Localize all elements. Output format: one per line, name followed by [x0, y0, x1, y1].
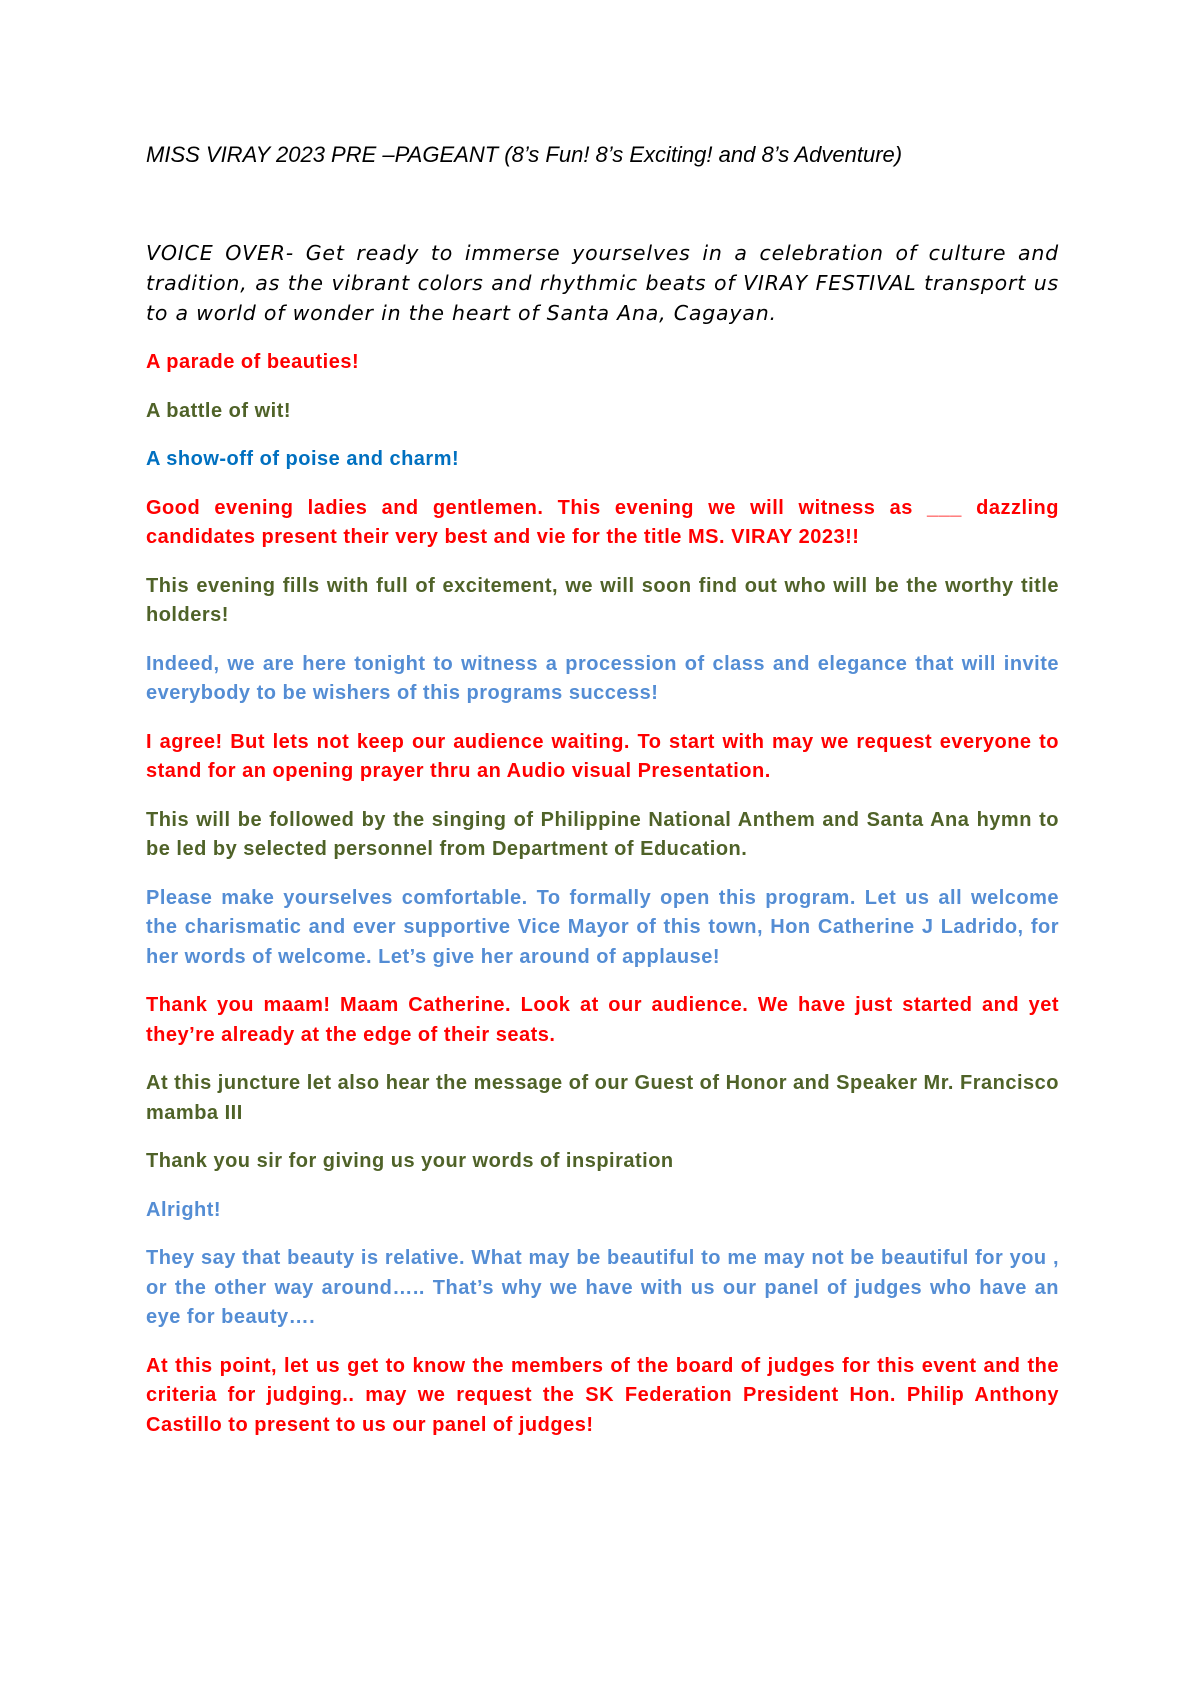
document-title: MISS VIRAY 2023 PRE –PAGEANT (8’s Fun! 8’s Exciting! and 8’s Adventure): [146, 142, 903, 167]
script-line-15: At this point, let us get to know the members of the board of judges for this event and the criteria for judging.. may we request the SK Federation President Hon. Philip Anthony Castillo to present to us our panel of judges!: [146, 1354, 1059, 1436]
script-line-12: Thank you sir for giving us your words of inspiration: [146, 1150, 674, 1172]
script-line-10: Thank you maam! Maam Catherine. Look at our audience. We have just started and yet they’re already at the edge of their seats.: [146, 994, 1059, 1046]
script-line-13: Alright!: [146, 1198, 222, 1221]
script-line-5: This evening fills with full of excitement, we will soon find out who will be the worthy title holders!: [146, 574, 1059, 626]
script-line-8: This will be followed by the singing of Philippine National Anthem and Santa Ana hymn to be led by selected personnel from Department of Education.: [146, 808, 1059, 860]
script-line-14: They say that beauty is relative. What may be beautiful to me may not be beautiful for you , or the other way around….. That’s why we have with us our panel of judges who have an eye for beauty….: [146, 1247, 1059, 1328]
script-line-1: A parade of beauties!: [146, 351, 360, 373]
script-line-2: A battle of wit!: [146, 399, 292, 422]
script-line-9: Please make yourselves comfortable. To formally open this program. Let us all welcome the charismatic and ever supportive Vice Mayor of this town, Hon Catherine J Ladrido, for her words of welcome. Let’s give her around of applause!: [146, 886, 1059, 968]
script-line-11: At this juncture let also hear the message of our Guest of Honor and Speaker Mr. Francisco mamba III: [146, 1072, 1059, 1124]
script-line-7: I agree! But lets not keep our audience waiting. To start with may we request everyone to stand for an opening prayer thru an Audio visual Presentation.: [146, 730, 1059, 782]
document-body: [146, 140, 1059, 1440]
script-line-3: A show-off of poise and charm!: [146, 448, 460, 470]
script-line-6: Indeed, we are here tonight to witness a procession of class and elegance that will invite everybody to be wishers of this programs success!: [146, 652, 1059, 704]
script-line-4: Good evening ladies and gentlemen. This evening we will witness as ___ dazzling candidates present their very best and vie for the title MS. VIRAY 2023!!: [146, 496, 1059, 548]
voice-over-paragraph: VOICE OVER- Get ready to immerse yourselves in a celebration of culture and tradition, as the vibrant colors and rhythmic beats of VIRAY FESTIVAL transport us to a world of wonder in the heart of Santa Ana, Cagayan.: [146, 241, 1059, 325]
